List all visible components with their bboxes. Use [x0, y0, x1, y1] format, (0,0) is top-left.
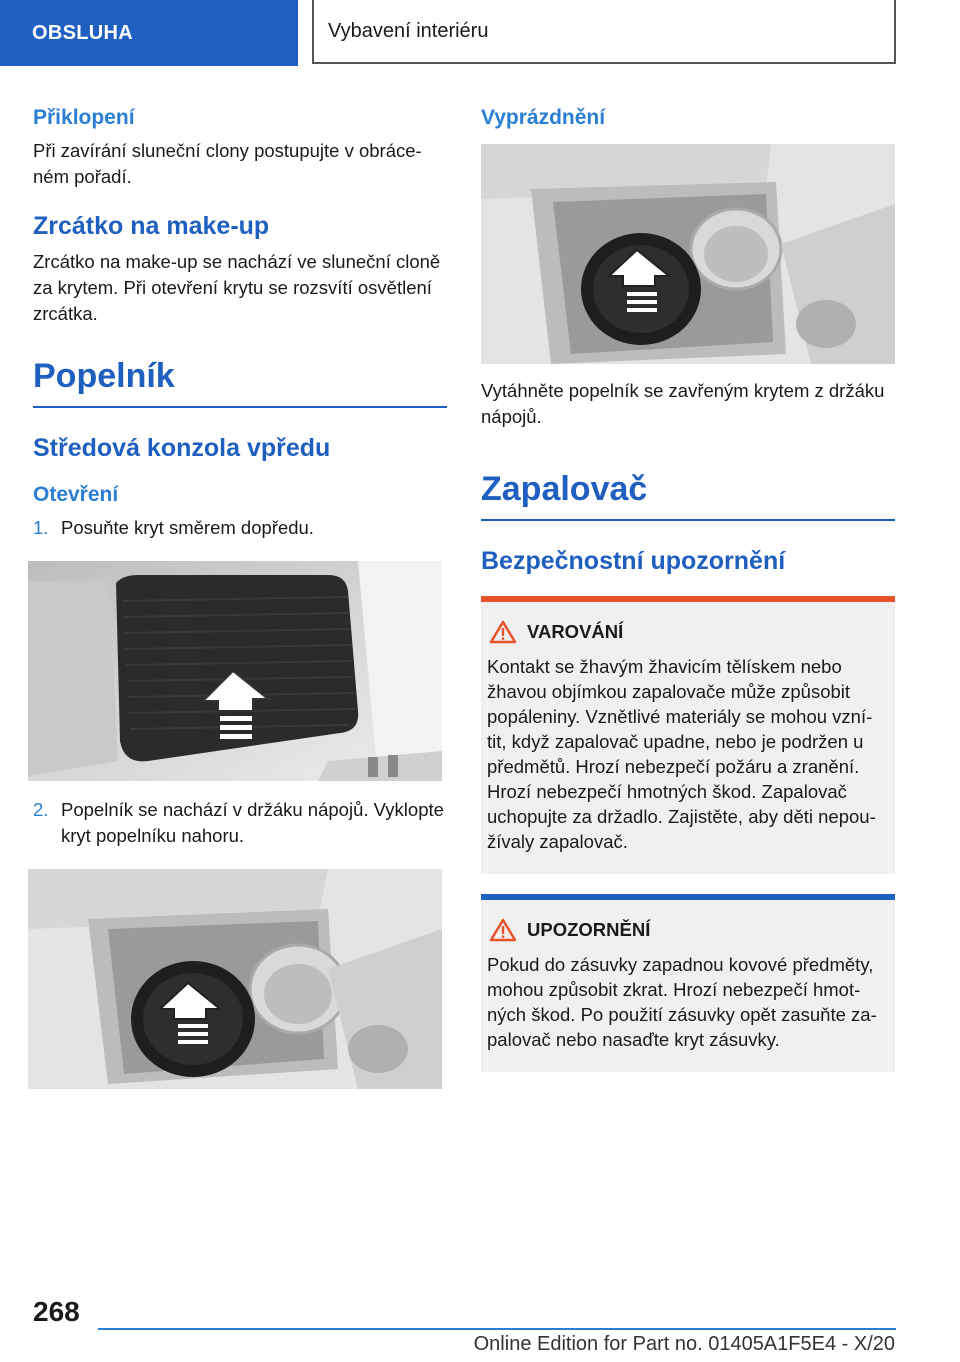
ashtray-open-photo — [28, 869, 442, 1089]
notice-box — [481, 894, 895, 1072]
paragraph-vyprazdneni: Vytáhněte popelník se zavřeným krytem z držáku nápojů. — [481, 380, 885, 427]
warning-title — [487, 620, 887, 644]
edition-note: Online Edition for Part no. 01405A1F5E4 - X/20 — [473, 1333, 895, 1355]
left-column — [33, 100, 447, 1089]
footer-divider — [98, 1328, 896, 1330]
heading-vyprazdneni: Vyprázdnění — [481, 106, 606, 129]
page-number: 268 — [33, 1296, 80, 1327]
warning-label: VAROVÁNÍ — [527, 621, 624, 642]
notice-label: UPOZORNĚNÍ — [527, 919, 651, 940]
ashtray-open-illustration — [28, 869, 442, 1089]
notice-text: Pokud do zásuvky zapadnou kovové předměty, mohou způsobit zkrat. Hrozí nebezpečí hmot-ných škod. Po použití zásuvky opět zasuňte za-palovač nebo nasaďte kryt zásuvky. — [487, 954, 877, 1050]
heading-priklopeni: Přiklopení — [33, 106, 135, 129]
section-tab: OBSLUHA — [0, 0, 298, 66]
warning-box — [481, 596, 895, 874]
ashtray-cover-illustration — [28, 561, 442, 781]
step-number: 2. — [33, 799, 49, 820]
step-text: Posuňte kryt směrem dopředu. — [61, 517, 314, 538]
heading-zrcatko: Zrcátko na make-up — [33, 212, 270, 240]
ashtray-remove-photo — [481, 144, 895, 364]
ashtray-remove-illustration — [481, 144, 895, 364]
paragraph-zrcatko: Zrcátko na make-up se nachází ve sluneční cloně za krytem. Při otevření krytu se rozsvítí osvětlení zrcátka. — [33, 251, 441, 324]
step-number: 1. — [33, 517, 49, 538]
warning-triangle-icon — [489, 620, 517, 644]
heading-bezpecnostni-upozorneni: Bezpečnostní upozornění — [481, 547, 786, 575]
right-column — [481, 100, 895, 1072]
heading-popelnik: Popelník — [33, 357, 447, 408]
heading-otevreni: Otevření — [33, 483, 119, 506]
notice-title — [487, 918, 887, 942]
step-1 — [33, 515, 447, 541]
heading-zapalovac: Zapalovač — [481, 470, 895, 521]
warning-text: Kontakt se žhavým žhavicím tělískem nebo žhavou objímkou zapalovače může způsobit popáleniny. Vznětlivé materiály se mohou vzní-tit, když zapalovač upadne, nebo je podržen u předmětů. Hrozí nebezpečí požáru a zranění. Hrozí nebezpečí hmotných škod. Zapalovač uchopujte za držadlo. Zajistěte, aby děti nepou-žívaly zapalovač. — [487, 656, 876, 852]
heading-stredova-konzola: Středová konzola vpředu — [33, 434, 331, 462]
paragraph-priklopeni: Při zavírání sluneční clony postupujte v obráce-ném pořadí. — [33, 140, 422, 187]
step-text: Popelník se nachází v držáku nápojů. Vyklopte kryt popelníku nahoru. — [61, 799, 444, 846]
chapter-title: Vybavení interiéru — [312, 0, 896, 64]
caution-triangle-icon — [489, 918, 517, 942]
step-2 — [33, 797, 447, 849]
ashtray-cover-photo — [28, 561, 442, 781]
